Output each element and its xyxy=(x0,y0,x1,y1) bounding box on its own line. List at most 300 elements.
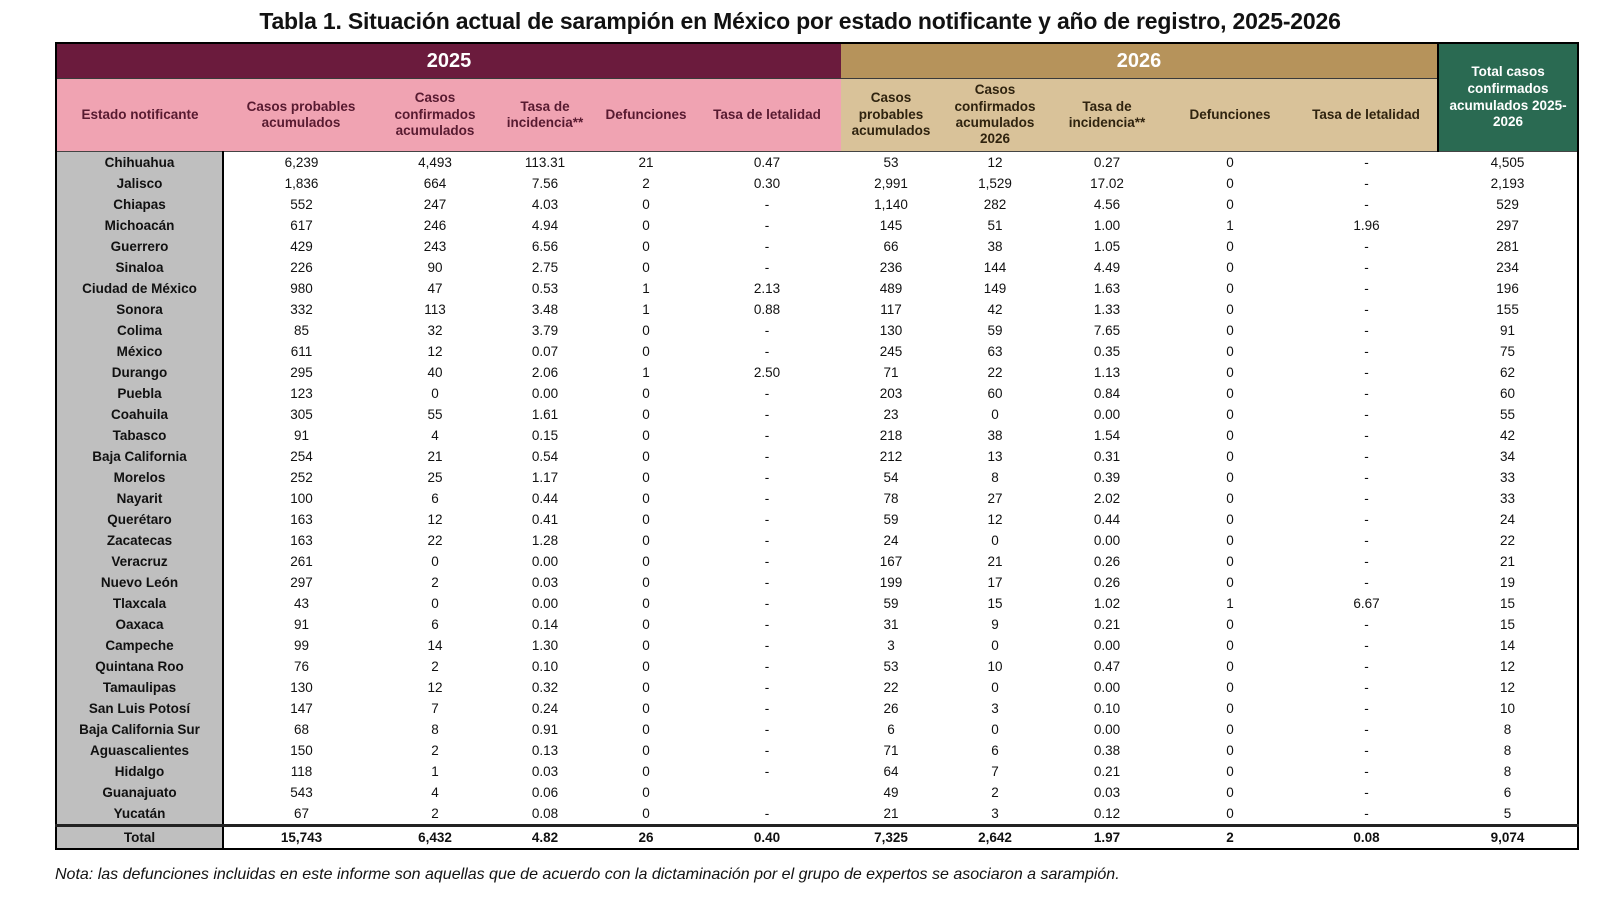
value-cell-5: 6 xyxy=(841,719,941,740)
table-row xyxy=(56,635,1578,656)
value-cell-10: 8 xyxy=(1438,719,1578,740)
value-cell-7: 2.02 xyxy=(1049,488,1165,509)
value-cell-7: 4.56 xyxy=(1049,194,1165,215)
value-cell-4: - xyxy=(693,236,841,257)
value-cell-2: 1.17 xyxy=(491,467,599,488)
table-row xyxy=(56,404,1578,425)
value-cell-3: 0 xyxy=(599,257,693,278)
measles-situation-table xyxy=(55,42,1579,850)
value-cell-1: 247 xyxy=(379,194,491,215)
value-cell-1: 113 xyxy=(379,299,491,320)
value-cell-8: 0 xyxy=(1165,236,1295,257)
state-column-header: Estado notificante xyxy=(56,79,223,152)
column-header-row xyxy=(56,79,1578,152)
value-cell-9: - xyxy=(1295,635,1438,656)
value-cell-6: 9 xyxy=(941,614,1049,635)
table-header xyxy=(56,43,1578,152)
value-cell-1: 6 xyxy=(379,488,491,509)
value-cell-10: 9,074 xyxy=(1438,826,1578,850)
value-cell-8: 0 xyxy=(1165,488,1295,509)
value-cell-4: 0.88 xyxy=(693,299,841,320)
value-cell-9: - xyxy=(1295,278,1438,299)
value-cell-4: - xyxy=(693,761,841,782)
value-cell-8: 0 xyxy=(1165,656,1295,677)
value-cell-10: 14 xyxy=(1438,635,1578,656)
state-cell: Chihuahua xyxy=(56,152,223,174)
value-cell-0: 67 xyxy=(223,803,379,826)
value-cell-9: - xyxy=(1295,698,1438,719)
value-cell-6: 0 xyxy=(941,404,1049,425)
value-cell-9: - xyxy=(1295,572,1438,593)
table-row xyxy=(56,215,1578,236)
value-cell-7: 0.38 xyxy=(1049,740,1165,761)
value-cell-9: - xyxy=(1295,362,1438,383)
value-cell-2: 0.06 xyxy=(491,782,599,803)
value-cell-6: 21 xyxy=(941,551,1049,572)
value-cell-8: 0 xyxy=(1165,383,1295,404)
value-cell-1: 243 xyxy=(379,236,491,257)
table-row xyxy=(56,740,1578,761)
value-cell-2: 1.61 xyxy=(491,404,599,425)
value-cell-9: 1.96 xyxy=(1295,215,1438,236)
value-cell-9: - xyxy=(1295,383,1438,404)
value-cell-6: 27 xyxy=(941,488,1049,509)
value-cell-9: 0.08 xyxy=(1295,826,1438,850)
value-cell-6: 0 xyxy=(941,677,1049,698)
value-cell-7: 0.47 xyxy=(1049,656,1165,677)
value-cell-4 xyxy=(693,782,841,803)
value-cell-2: 3.48 xyxy=(491,299,599,320)
value-cell-6: 38 xyxy=(941,236,1049,257)
value-cell-3: 1 xyxy=(599,299,693,320)
value-cell-6: 0 xyxy=(941,635,1049,656)
value-cell-3: 1 xyxy=(599,278,693,299)
table-row xyxy=(56,257,1578,278)
value-cell-7: 17.02 xyxy=(1049,173,1165,194)
value-cell-1: 2 xyxy=(379,803,491,826)
value-cell-2: 0.15 xyxy=(491,425,599,446)
value-cell-5: 2,991 xyxy=(841,173,941,194)
value-cell-0: 130 xyxy=(223,677,379,698)
value-cell-6: 63 xyxy=(941,341,1049,362)
table-row xyxy=(56,593,1578,614)
value-cell-0: 76 xyxy=(223,656,379,677)
value-cell-8: 0 xyxy=(1165,425,1295,446)
col-header-2025-3: Defunciones xyxy=(599,79,693,152)
state-cell: Jalisco xyxy=(56,173,223,194)
value-cell-4: - xyxy=(693,488,841,509)
value-cell-3: 0 xyxy=(599,572,693,593)
value-cell-0: 254 xyxy=(223,446,379,467)
value-cell-8: 2 xyxy=(1165,826,1295,850)
value-cell-2: 0.07 xyxy=(491,341,599,362)
value-cell-9: - xyxy=(1295,677,1438,698)
state-cell: Guerrero xyxy=(56,236,223,257)
value-cell-2: 0.53 xyxy=(491,278,599,299)
value-cell-3: 0 xyxy=(599,194,693,215)
value-cell-5: 54 xyxy=(841,467,941,488)
state-cell: Campeche xyxy=(56,635,223,656)
state-cell: Oaxaca xyxy=(56,614,223,635)
state-cell: Coahuila xyxy=(56,404,223,425)
col-header-2026-2: Tasa de incidencia** xyxy=(1049,79,1165,152)
col-header-2025-2: Tasa de incidencia** xyxy=(491,79,599,152)
value-cell-0: 611 xyxy=(223,341,379,362)
value-cell-3: 0 xyxy=(599,530,693,551)
table-row xyxy=(56,383,1578,404)
table-row xyxy=(56,614,1578,635)
value-cell-2: 0.54 xyxy=(491,446,599,467)
value-cell-1: 2 xyxy=(379,572,491,593)
value-cell-5: 26 xyxy=(841,698,941,719)
state-cell: Puebla xyxy=(56,383,223,404)
value-cell-10: 196 xyxy=(1438,278,1578,299)
value-cell-0: 147 xyxy=(223,698,379,719)
value-cell-9: - xyxy=(1295,404,1438,425)
value-cell-10: 297 xyxy=(1438,215,1578,236)
value-cell-4: - xyxy=(693,341,841,362)
value-cell-7: 0.35 xyxy=(1049,341,1165,362)
value-cell-3: 0 xyxy=(599,803,693,826)
value-cell-2: 2.06 xyxy=(491,362,599,383)
value-cell-0: 15,743 xyxy=(223,826,379,850)
value-cell-2: 0.03 xyxy=(491,761,599,782)
value-cell-7: 0.12 xyxy=(1049,803,1165,826)
table-row xyxy=(56,803,1578,826)
state-cell: Baja California Sur xyxy=(56,719,223,740)
value-cell-8: 1 xyxy=(1165,215,1295,236)
value-cell-9: - xyxy=(1295,551,1438,572)
value-cell-10: 60 xyxy=(1438,383,1578,404)
value-cell-2: 0.00 xyxy=(491,593,599,614)
value-cell-0: 123 xyxy=(223,383,379,404)
value-cell-1: 12 xyxy=(379,509,491,530)
value-cell-9: - xyxy=(1295,299,1438,320)
value-cell-10: 42 xyxy=(1438,425,1578,446)
value-cell-4: - xyxy=(693,803,841,826)
value-cell-1: 8 xyxy=(379,719,491,740)
table-title: Tabla 1. Situación actual de sarampión en México por estado notificante y año de registro, 2025-2026 xyxy=(259,8,1341,34)
col-header-2026-0: Casos probables acumulados xyxy=(841,79,941,152)
table-row xyxy=(56,572,1578,593)
value-cell-1: 90 xyxy=(379,257,491,278)
value-cell-3: 0 xyxy=(599,236,693,257)
value-cell-2: 3.79 xyxy=(491,320,599,341)
value-cell-1: 40 xyxy=(379,362,491,383)
value-cell-1: 14 xyxy=(379,635,491,656)
value-cell-2: 0.41 xyxy=(491,509,599,530)
value-cell-5: 23 xyxy=(841,404,941,425)
value-cell-4: 0.40 xyxy=(693,826,841,850)
value-cell-6: 2,642 xyxy=(941,826,1049,850)
table-row xyxy=(56,530,1578,551)
value-cell-6: 0 xyxy=(941,719,1049,740)
value-cell-10: 281 xyxy=(1438,236,1578,257)
value-cell-8: 0 xyxy=(1165,467,1295,488)
value-cell-2: 1.28 xyxy=(491,530,599,551)
value-cell-7: 1.63 xyxy=(1049,278,1165,299)
value-cell-3: 0 xyxy=(599,383,693,404)
col-header-2025-1: Casos confirmados acumulados xyxy=(379,79,491,152)
value-cell-7: 0.00 xyxy=(1049,404,1165,425)
value-cell-8: 0 xyxy=(1165,173,1295,194)
value-cell-6: 0 xyxy=(941,530,1049,551)
value-cell-0: 552 xyxy=(223,194,379,215)
value-cell-0: 163 xyxy=(223,509,379,530)
value-cell-2: 7.56 xyxy=(491,173,599,194)
value-cell-9: - xyxy=(1295,656,1438,677)
value-cell-2: 4.03 xyxy=(491,194,599,215)
value-cell-10: 234 xyxy=(1438,257,1578,278)
state-cell: Sonora xyxy=(56,299,223,320)
value-cell-4: 2.13 xyxy=(693,278,841,299)
value-cell-4: - xyxy=(693,677,841,698)
value-cell-10: 2,193 xyxy=(1438,173,1578,194)
value-cell-0: 91 xyxy=(223,425,379,446)
value-cell-5: 489 xyxy=(841,278,941,299)
value-cell-7: 0.10 xyxy=(1049,698,1165,719)
value-cell-4: - xyxy=(693,425,841,446)
state-cell: Hidalgo xyxy=(56,761,223,782)
value-cell-8: 1 xyxy=(1165,593,1295,614)
value-cell-5: 24 xyxy=(841,530,941,551)
value-cell-2: 113.31 xyxy=(491,152,599,174)
state-cell: Yucatán xyxy=(56,803,223,826)
value-cell-7: 4.49 xyxy=(1049,257,1165,278)
value-cell-1: 0 xyxy=(379,551,491,572)
value-cell-10: 33 xyxy=(1438,488,1578,509)
value-cell-3: 26 xyxy=(599,826,693,850)
year-band-row xyxy=(56,43,1578,79)
value-cell-0: 43 xyxy=(223,593,379,614)
value-cell-5: 71 xyxy=(841,740,941,761)
value-cell-8: 0 xyxy=(1165,278,1295,299)
value-cell-3: 0 xyxy=(599,446,693,467)
total-column-header: Total casos confirmados acumulados 2025-2026 xyxy=(1438,43,1578,152)
value-cell-4: - xyxy=(693,656,841,677)
value-cell-8: 0 xyxy=(1165,362,1295,383)
table-row xyxy=(56,656,1578,677)
value-cell-6: 6 xyxy=(941,740,1049,761)
value-cell-7: 0.84 xyxy=(1049,383,1165,404)
value-cell-0: 85 xyxy=(223,320,379,341)
table-row xyxy=(56,551,1578,572)
state-cell: Sinaloa xyxy=(56,257,223,278)
value-cell-8: 0 xyxy=(1165,782,1295,803)
table-row xyxy=(56,782,1578,803)
value-cell-4: 0.30 xyxy=(693,173,841,194)
value-cell-10: 12 xyxy=(1438,656,1578,677)
value-cell-4: - xyxy=(693,446,841,467)
value-cell-6: 42 xyxy=(941,299,1049,320)
value-cell-3: 0 xyxy=(599,320,693,341)
value-cell-5: 66 xyxy=(841,236,941,257)
value-cell-6: 13 xyxy=(941,446,1049,467)
value-cell-6: 282 xyxy=(941,194,1049,215)
state-cell: San Luis Potosí xyxy=(56,698,223,719)
value-cell-1: 0 xyxy=(379,593,491,614)
value-cell-4: - xyxy=(693,467,841,488)
value-cell-10: 91 xyxy=(1438,320,1578,341)
value-cell-10: 21 xyxy=(1438,551,1578,572)
value-cell-7: 0.27 xyxy=(1049,152,1165,174)
value-cell-7: 1.02 xyxy=(1049,593,1165,614)
value-cell-0: 617 xyxy=(223,215,379,236)
value-cell-0: 332 xyxy=(223,299,379,320)
value-cell-6: 7 xyxy=(941,761,1049,782)
value-cell-1: 47 xyxy=(379,278,491,299)
value-cell-8: 0 xyxy=(1165,341,1295,362)
value-cell-1: 32 xyxy=(379,320,491,341)
state-cell: Nuevo León xyxy=(56,572,223,593)
value-cell-2: 0.08 xyxy=(491,803,599,826)
state-cell: Zacatecas xyxy=(56,530,223,551)
state-cell: Tabasco xyxy=(56,425,223,446)
value-cell-3: 0 xyxy=(599,656,693,677)
value-cell-3: 0 xyxy=(599,593,693,614)
value-cell-9: - xyxy=(1295,488,1438,509)
value-cell-1: 55 xyxy=(379,404,491,425)
value-cell-1: 4 xyxy=(379,782,491,803)
value-cell-10: 5 xyxy=(1438,803,1578,826)
value-cell-10: 15 xyxy=(1438,593,1578,614)
value-cell-6: 22 xyxy=(941,362,1049,383)
col-header-2025-0: Casos probables acumulados xyxy=(223,79,379,152)
value-cell-1: 12 xyxy=(379,341,491,362)
value-cell-3: 1 xyxy=(599,362,693,383)
value-cell-5: 199 xyxy=(841,572,941,593)
value-cell-5: 218 xyxy=(841,425,941,446)
state-cell: Veracruz xyxy=(56,551,223,572)
value-cell-8: 0 xyxy=(1165,257,1295,278)
value-cell-9: - xyxy=(1295,782,1438,803)
value-cell-6: 3 xyxy=(941,698,1049,719)
value-cell-0: 68 xyxy=(223,719,379,740)
value-cell-3: 0 xyxy=(599,719,693,740)
value-cell-9: 6.67 xyxy=(1295,593,1438,614)
value-cell-1: 664 xyxy=(379,173,491,194)
value-cell-10: 62 xyxy=(1438,362,1578,383)
year-2026-band: 2026 xyxy=(841,43,1438,79)
value-cell-1: 7 xyxy=(379,698,491,719)
table-row xyxy=(56,152,1578,174)
value-cell-10: 22 xyxy=(1438,530,1578,551)
table-row xyxy=(56,719,1578,740)
value-cell-1: 6,432 xyxy=(379,826,491,850)
value-cell-8: 0 xyxy=(1165,572,1295,593)
value-cell-2: 1.30 xyxy=(491,635,599,656)
value-cell-10: 8 xyxy=(1438,761,1578,782)
state-cell: Ciudad de México xyxy=(56,278,223,299)
year-2025-band: 2025 xyxy=(56,43,841,79)
value-cell-4: 0.47 xyxy=(693,152,841,174)
value-cell-9: - xyxy=(1295,236,1438,257)
value-cell-1: 22 xyxy=(379,530,491,551)
value-cell-1: 21 xyxy=(379,446,491,467)
value-cell-5: 117 xyxy=(841,299,941,320)
value-cell-7: 0.00 xyxy=(1049,530,1165,551)
state-cell: Quintana Roo xyxy=(56,656,223,677)
value-cell-6: 149 xyxy=(941,278,1049,299)
value-cell-8: 0 xyxy=(1165,719,1295,740)
value-cell-3: 0 xyxy=(599,761,693,782)
value-cell-6: 10 xyxy=(941,656,1049,677)
value-cell-0: 118 xyxy=(223,761,379,782)
value-cell-10: 4,505 xyxy=(1438,152,1578,174)
value-cell-5: 22 xyxy=(841,677,941,698)
value-cell-4: - xyxy=(693,383,841,404)
value-cell-2: 6.56 xyxy=(491,236,599,257)
value-cell-2: 0.24 xyxy=(491,698,599,719)
value-cell-8: 0 xyxy=(1165,740,1295,761)
table-row xyxy=(56,341,1578,362)
value-cell-9: - xyxy=(1295,341,1438,362)
value-cell-2: 0.91 xyxy=(491,719,599,740)
table-row xyxy=(56,320,1578,341)
value-cell-1: 4 xyxy=(379,425,491,446)
value-cell-3: 0 xyxy=(599,488,693,509)
value-cell-8: 0 xyxy=(1165,152,1295,174)
state-cell: Tlaxcala xyxy=(56,593,223,614)
value-cell-4: - xyxy=(693,215,841,236)
table-row xyxy=(56,236,1578,257)
value-cell-9: - xyxy=(1295,320,1438,341)
value-cell-8: 0 xyxy=(1165,194,1295,215)
value-cell-3: 0 xyxy=(599,215,693,236)
value-cell-3: 0 xyxy=(599,404,693,425)
value-cell-2: 0.10 xyxy=(491,656,599,677)
state-cell: Chiapas xyxy=(56,194,223,215)
value-cell-7: 0.26 xyxy=(1049,551,1165,572)
state-cell: Querétaro xyxy=(56,509,223,530)
state-cell: México xyxy=(56,341,223,362)
value-cell-7: 1.97 xyxy=(1049,826,1165,850)
table-row xyxy=(56,194,1578,215)
total-row xyxy=(56,826,1578,850)
table-row xyxy=(56,446,1578,467)
value-cell-2: 0.14 xyxy=(491,614,599,635)
value-cell-9: - xyxy=(1295,152,1438,174)
value-cell-2: 2.75 xyxy=(491,257,599,278)
value-cell-5: 21 xyxy=(841,803,941,826)
value-cell-6: 15 xyxy=(941,593,1049,614)
value-cell-0: 91 xyxy=(223,614,379,635)
value-cell-8: 0 xyxy=(1165,509,1295,530)
value-cell-7: 0.26 xyxy=(1049,572,1165,593)
value-cell-0: 429 xyxy=(223,236,379,257)
value-cell-7: 0.21 xyxy=(1049,614,1165,635)
value-cell-4: - xyxy=(693,593,841,614)
value-cell-1: 0 xyxy=(379,383,491,404)
value-cell-4: - xyxy=(693,194,841,215)
value-cell-0: 150 xyxy=(223,740,379,761)
value-cell-0: 295 xyxy=(223,362,379,383)
value-cell-1: 6 xyxy=(379,614,491,635)
table-row xyxy=(56,488,1578,509)
value-cell-8: 0 xyxy=(1165,320,1295,341)
value-cell-3: 0 xyxy=(599,425,693,446)
value-cell-5: 145 xyxy=(841,215,941,236)
value-cell-3: 0 xyxy=(599,635,693,656)
value-cell-7: 0.44 xyxy=(1049,509,1165,530)
state-cell: Michoacán xyxy=(56,215,223,236)
state-cell: Guanajuato xyxy=(56,782,223,803)
value-cell-5: 53 xyxy=(841,152,941,174)
value-cell-10: 12 xyxy=(1438,677,1578,698)
value-cell-6: 2 xyxy=(941,782,1049,803)
col-header-2025-4: Tasa de letalidad xyxy=(693,79,841,152)
value-cell-6: 3 xyxy=(941,803,1049,826)
